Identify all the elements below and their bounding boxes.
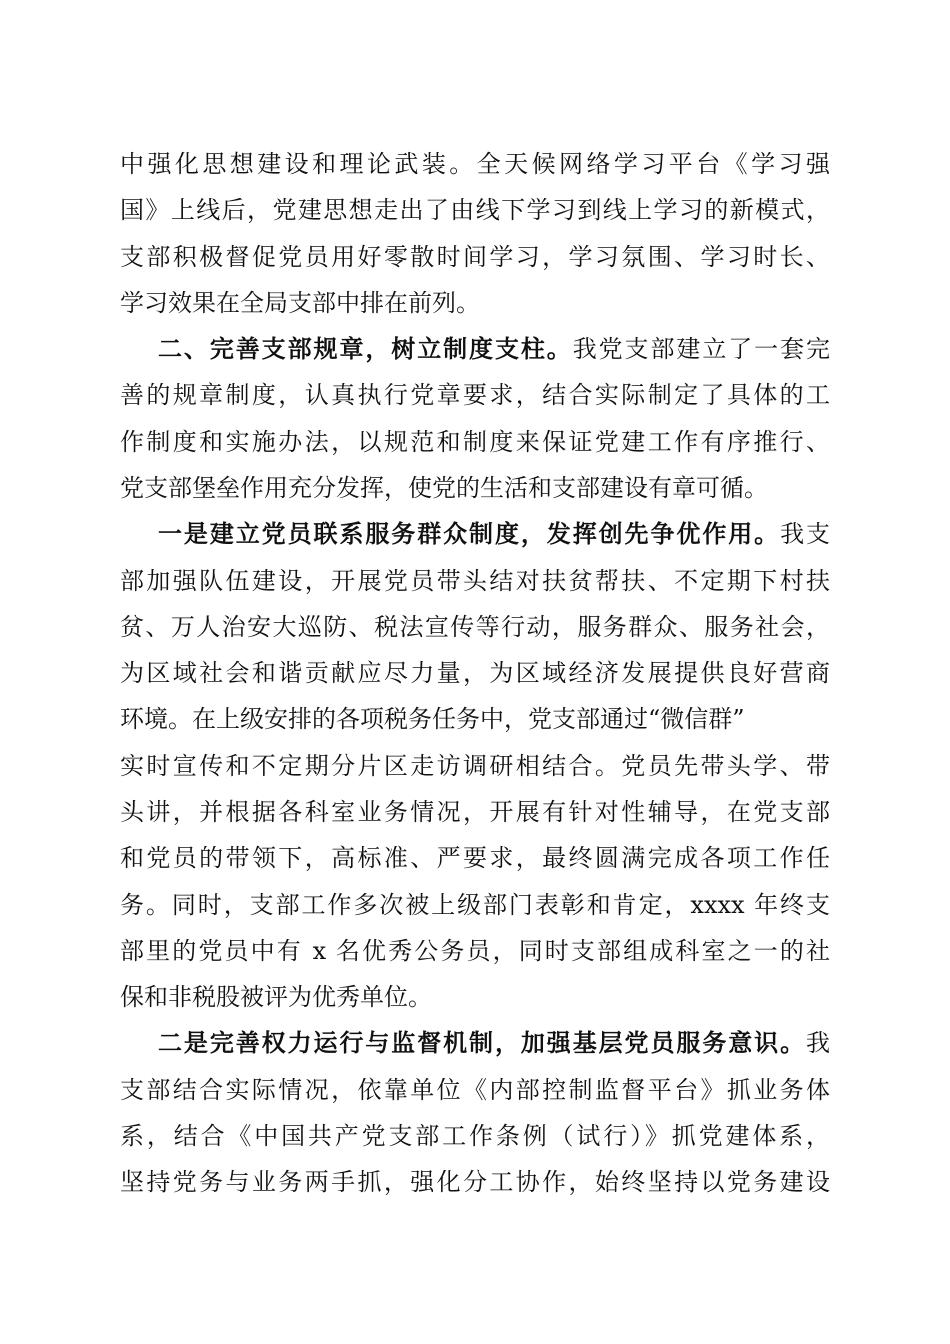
text-line: 学习效果在全局支部中排在前列。 xyxy=(120,289,480,317)
text-run: 我党支部建立了一套完 xyxy=(572,335,830,363)
text-line: 善的规章制度，认真执行党章要求，结合实际制定了具体的工 xyxy=(120,381,830,409)
text-line: 部加强队伍建设，开展党员带头结对扶贫帮扶、不定期下村扶 xyxy=(120,567,830,595)
paragraph-first-line xyxy=(158,329,830,369)
text-line: 和党员的带领下，高标准、严要求，最终圆满完成各项工作任 xyxy=(120,844,830,872)
text-run: 我支 xyxy=(780,520,830,548)
section-heading: 二、完善支部规章，树立制度支柱。 xyxy=(158,335,573,363)
text-run: 我 xyxy=(806,1029,830,1057)
text-line: 系，结合《中国共产党支部工作条例（试行）》抓党建体系， xyxy=(120,1122,830,1150)
text-line: 支部结合实际情况，依靠单位《内部控制监督平台》抓业务体 xyxy=(120,1076,830,1104)
subsection-heading: 二是完善权力运行与监督机制，加强基层党员服务意识。 xyxy=(158,1029,806,1057)
subsection-heading: 一是建立党员联系服务群众制度，发挥创先争优作用。 xyxy=(158,520,781,548)
text-line: 贫、万人治安大巡防、税法宣传等行动，服务群众、服务社会， xyxy=(120,613,830,641)
text-line: 作制度和实施办法，以规范和制度来保证党建工作有序推行、 xyxy=(120,428,830,456)
text-line: 部里的党员中有 x 名优秀公务员，同时支部组成科室之一的社 xyxy=(120,937,830,965)
text-line: 务。同时，支部工作多次被上级部门表彰和肯定，xxxx 年终支 xyxy=(120,891,830,919)
text-line: 头讲，并根据各科室业务情况，开展有针对性辅导，在党支部 xyxy=(120,798,830,826)
text-line: 国》上线后，党建思想走出了由线下学习到线上学习的新模式， xyxy=(120,196,830,224)
text-line: 支部积极督促党员用好零散时间学习，学习氛围、学习时长、 xyxy=(120,243,830,271)
paragraph-first-line xyxy=(158,1023,830,1063)
text-line: 坚持党务与业务两手抓，强化分工协作，始终坚持以党务建设 xyxy=(120,1168,830,1196)
paragraph-first-line xyxy=(158,514,830,554)
text-line: 党支部堡垒作用充分发挥，使党的生活和支部建设有章可循。 xyxy=(120,474,768,502)
text-line: 为区域社会和谐贡献应尽力量，为区域经济发展提供良好营商 xyxy=(120,659,830,687)
text-line: 中强化思想建设和理论武装。全天候网络学习平台《学习强 xyxy=(120,150,830,178)
text-line: 保和非税股被评为优秀单位。 xyxy=(120,983,432,1011)
text-line: 实时宣传和不定期分片区走访调研相结合。党员先带头学、带 xyxy=(120,752,830,780)
text-line: 环境。在上级安排的各项税务任务中，党支部通过“微信群” xyxy=(120,705,745,733)
